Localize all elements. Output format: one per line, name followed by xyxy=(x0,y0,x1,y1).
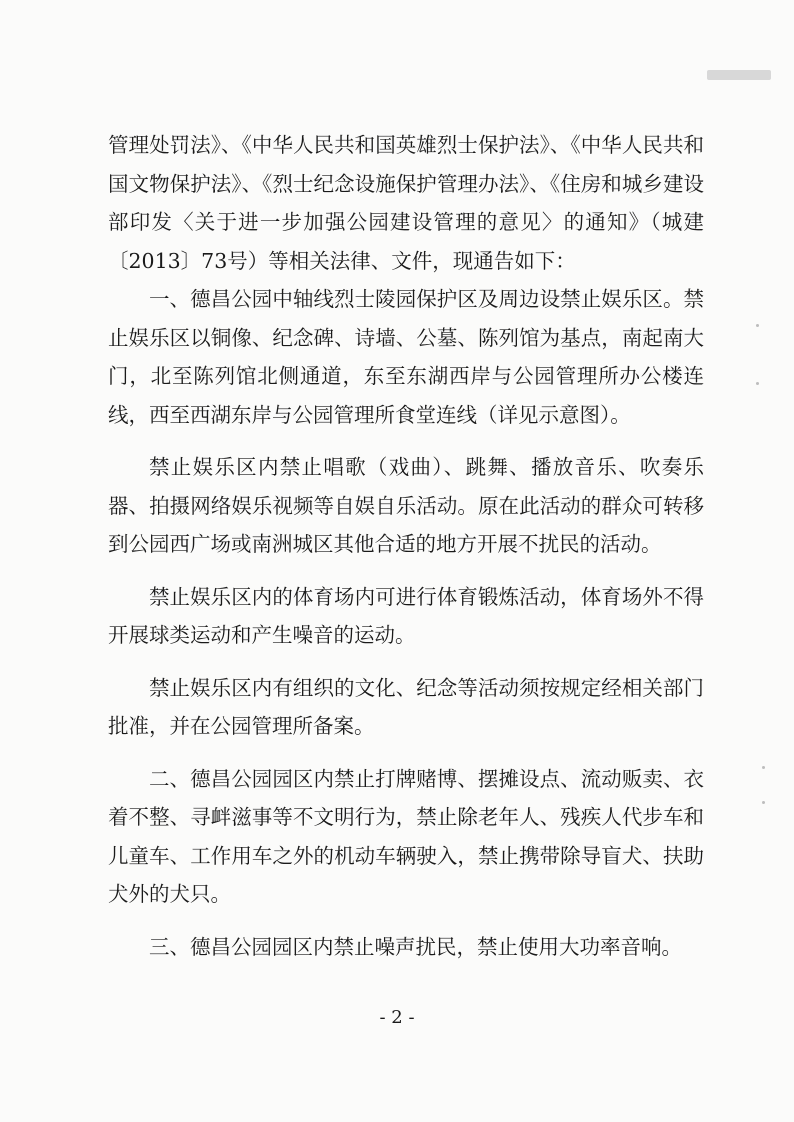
scan-speck xyxy=(762,801,765,804)
paragraph-3: 禁止娱乐区内禁止唱歌（戏曲）、跳舞、播放音乐、吹奏乐器、拍摄网络娱乐视频等自娱自乐活动。原在此活动的群众可转移到公园西广场或南洲城区其他合适的地方开展不扰民的活动。 xyxy=(108,455,704,556)
paragraph-4: 禁止娱乐区内的体育场内可进行体育锻炼活动，体育场外不得开展球类运动和产生噪音的运动。 xyxy=(108,584,704,647)
page-number: - 2 - xyxy=(379,1007,415,1028)
paragraph-1: 管理处罚法》、《中华人民共和国英雄烈士保护法》、《中华人民共和国文物保护法》、《烈士纪念设施保护管理办法》、《住房和城乡建设部印发〈关于进一步加强公园建设管理的意见〉的通知》（城建〔2013〕73号）等相关法律、文件，现通告如下： xyxy=(108,133,704,273)
scan-speck xyxy=(756,324,759,327)
paragraph-5: 禁止娱乐区内有组织的文化、纪念等活动须按规定经相关部门批准，并在公园管理所备案。 xyxy=(108,675,704,738)
document-body xyxy=(108,126,704,966)
paragraph-7: 三、德昌公园园区内禁止噪声扰民，禁止使用大功率音响。 xyxy=(149,934,682,959)
scan-speck xyxy=(762,766,765,769)
header-mark xyxy=(707,70,771,80)
paragraph-6: 二、德昌公园园区内禁止打牌赌博、摆摊设点、流动贩卖、衣着不整、寻衅滋事等不文明行为，禁止除老年人、残疾人代步车和儿童车、工作用车之外的机动车辆驶入，禁止携带除导盲犬、扶助犬外的犬只。 xyxy=(108,766,704,906)
scan-speck xyxy=(756,382,759,385)
paragraph-2: 一、德昌公园中轴线烈士陵园保护区及周边设禁止娱乐区。禁止娱乐区以铜像、纪念碑、诗墙、公墓、陈列馆为基点，南起南大门，北至陈列馆北侧通道，东至东湖西岸与公园管理所办公楼连线，西至西湖东岸与公园管理所食堂连线（详见示意图）。 xyxy=(108,287,704,427)
